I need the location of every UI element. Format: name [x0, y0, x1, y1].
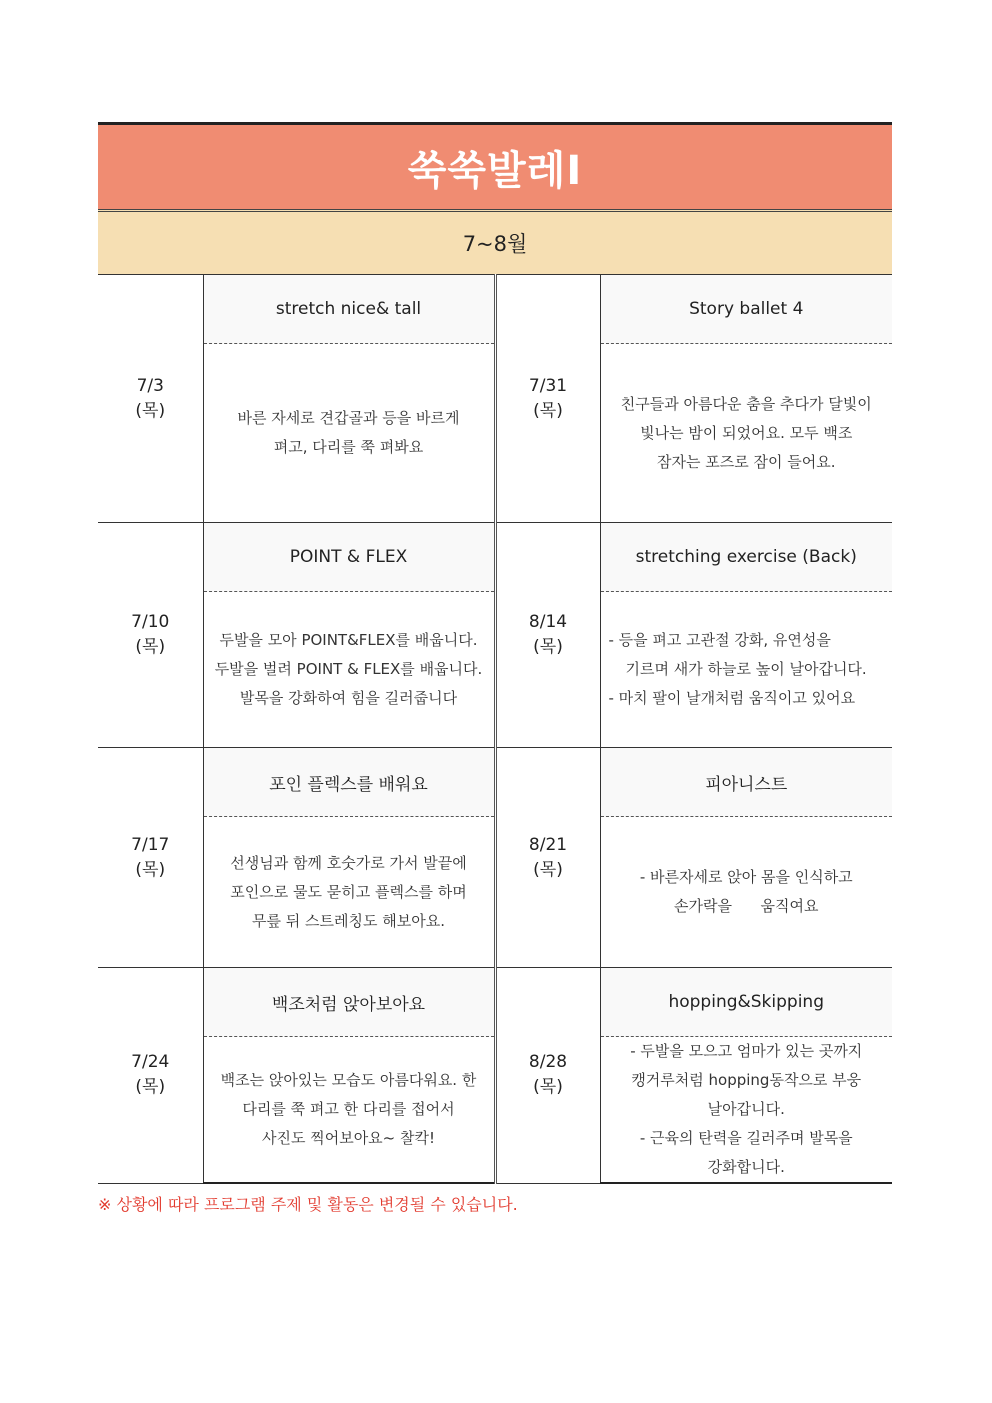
description-line: 무릎 뒤 스트레칭도 해보아요. [252, 911, 445, 930]
description-cell [203, 592, 495, 748]
topic-cell: 백조처럼 앉아보아요 [203, 968, 495, 1037]
description-line: 바른 자세로 견갑골과 등을 바르게 [237, 409, 460, 427]
date-cell [495, 968, 600, 1184]
date-text: 7/24 [131, 1052, 170, 1073]
date-text: 7/10 [131, 612, 170, 632]
description-line: - 두발을 모으고 엄마가 있는 곳까지 [630, 1042, 863, 1060]
topic-cell: hopping&Skipping [600, 968, 892, 1037]
topic-cell: stretching exercise (Back) [600, 523, 892, 592]
date-text: 7/3 [136, 375, 164, 396]
date-text: 8/28 [528, 1052, 568, 1073]
description-line: - 등을 펴고 고관절 강화, 유연성을 [608, 631, 831, 649]
date-cell [495, 275, 600, 523]
description-line: 캥거루처럼 hopping동작으로 부웅 [631, 1071, 862, 1089]
schedule-sheet [98, 122, 892, 1184]
weekday-text: (목) [135, 637, 166, 657]
program-title: 쑥쑥발레Ⅰ [98, 122, 892, 209]
period-header: 7~8월 [98, 209, 892, 274]
date-cell [98, 275, 203, 523]
date-text: 8/21 [528, 834, 568, 855]
date-cell [495, 523, 600, 748]
date-text: 7/31 [528, 375, 568, 396]
description-line: 손가락을 움직여요 [673, 897, 819, 915]
notice-text: ※ 상황에 따라 프로그램 주제 및 활동은 변경될 수 있습니다. [98, 1195, 518, 1214]
weekday-text: (목) [135, 400, 166, 421]
weekday-text: (목) [533, 637, 563, 657]
weekday-text: (목) [533, 1077, 563, 1098]
description-cell [203, 344, 495, 523]
weekday-text: (목) [135, 1077, 166, 1098]
weekday-text: (목) [533, 859, 563, 880]
description-line: - 바른자세로 앉아 몸을 인식하고 [639, 868, 853, 886]
table-row [98, 275, 892, 344]
description-line: 두발을 벌려 POINT & FLEX를 배웁니다. [214, 660, 483, 678]
topic-cell: POINT & FLEX [203, 523, 495, 592]
description-line: 백조는 앉아있는 모습도 아름다워요. 한 [220, 1071, 477, 1089]
description-cell [600, 1037, 892, 1184]
description-line: 친구들과 아름다운 춤을 추다가 달빛이 [620, 394, 872, 413]
date-cell [495, 748, 600, 968]
topic-cell: Story ballet 4 [600, 275, 892, 344]
description-cell [600, 344, 892, 523]
schedule-table [98, 274, 892, 1184]
description-line: - 마치 팔이 날개처럼 움직이고 있어요 [608, 689, 856, 707]
description-line: 발목을 강화하여 힘을 길러줍니다 [239, 689, 458, 707]
description-line: 선생님과 함께 호숫가로 가서 발끝에 [230, 853, 467, 872]
description-line: 잠자는 포즈로 잠이 들어요. [657, 452, 836, 471]
description-line: 사진도 찍어보아요~ 찰칵! [261, 1129, 436, 1147]
description-line: 기르며 새가 하늘로 높이 날아갑니다. [625, 660, 867, 678]
table-row [98, 523, 892, 592]
date-cell [98, 968, 203, 1184]
description-line: 포인으로 물도 묻히고 플렉스를 하며 [230, 882, 467, 901]
description-line: 펴고, 다리를 쭉 펴봐요 [273, 438, 424, 456]
description-line: 날아갑니다. [707, 1100, 785, 1118]
description-line: 다리를 쭉 펴고 한 다리를 접어서 [242, 1100, 455, 1118]
date-cell [98, 748, 203, 968]
date-cell [98, 523, 203, 748]
date-text: 8/14 [528, 612, 568, 632]
topic-cell: 피아니스트 [600, 748, 892, 817]
weekday-text: (목) [135, 859, 166, 880]
description-line: 빛나는 밤이 되었어요. 모두 백조 [640, 423, 853, 442]
table-row [98, 968, 892, 1037]
description-cell [203, 1037, 495, 1184]
table-row [98, 748, 892, 817]
topic-cell: 포인 플렉스를 배워요 [203, 748, 495, 817]
description-cell [600, 817, 892, 968]
description-line: 두발을 모아 POINT&FLEX를 배웁니다. [219, 631, 478, 649]
topic-cell: stretch nice& tall [203, 275, 495, 344]
weekday-text: (목) [533, 400, 563, 421]
description-line: 강화합니다. [707, 1158, 785, 1176]
description-line: - 근육의 탄력을 길러주며 발목을 [639, 1129, 853, 1147]
description-cell [600, 592, 892, 748]
description-cell [203, 817, 495, 968]
date-text: 7/17 [131, 834, 170, 855]
